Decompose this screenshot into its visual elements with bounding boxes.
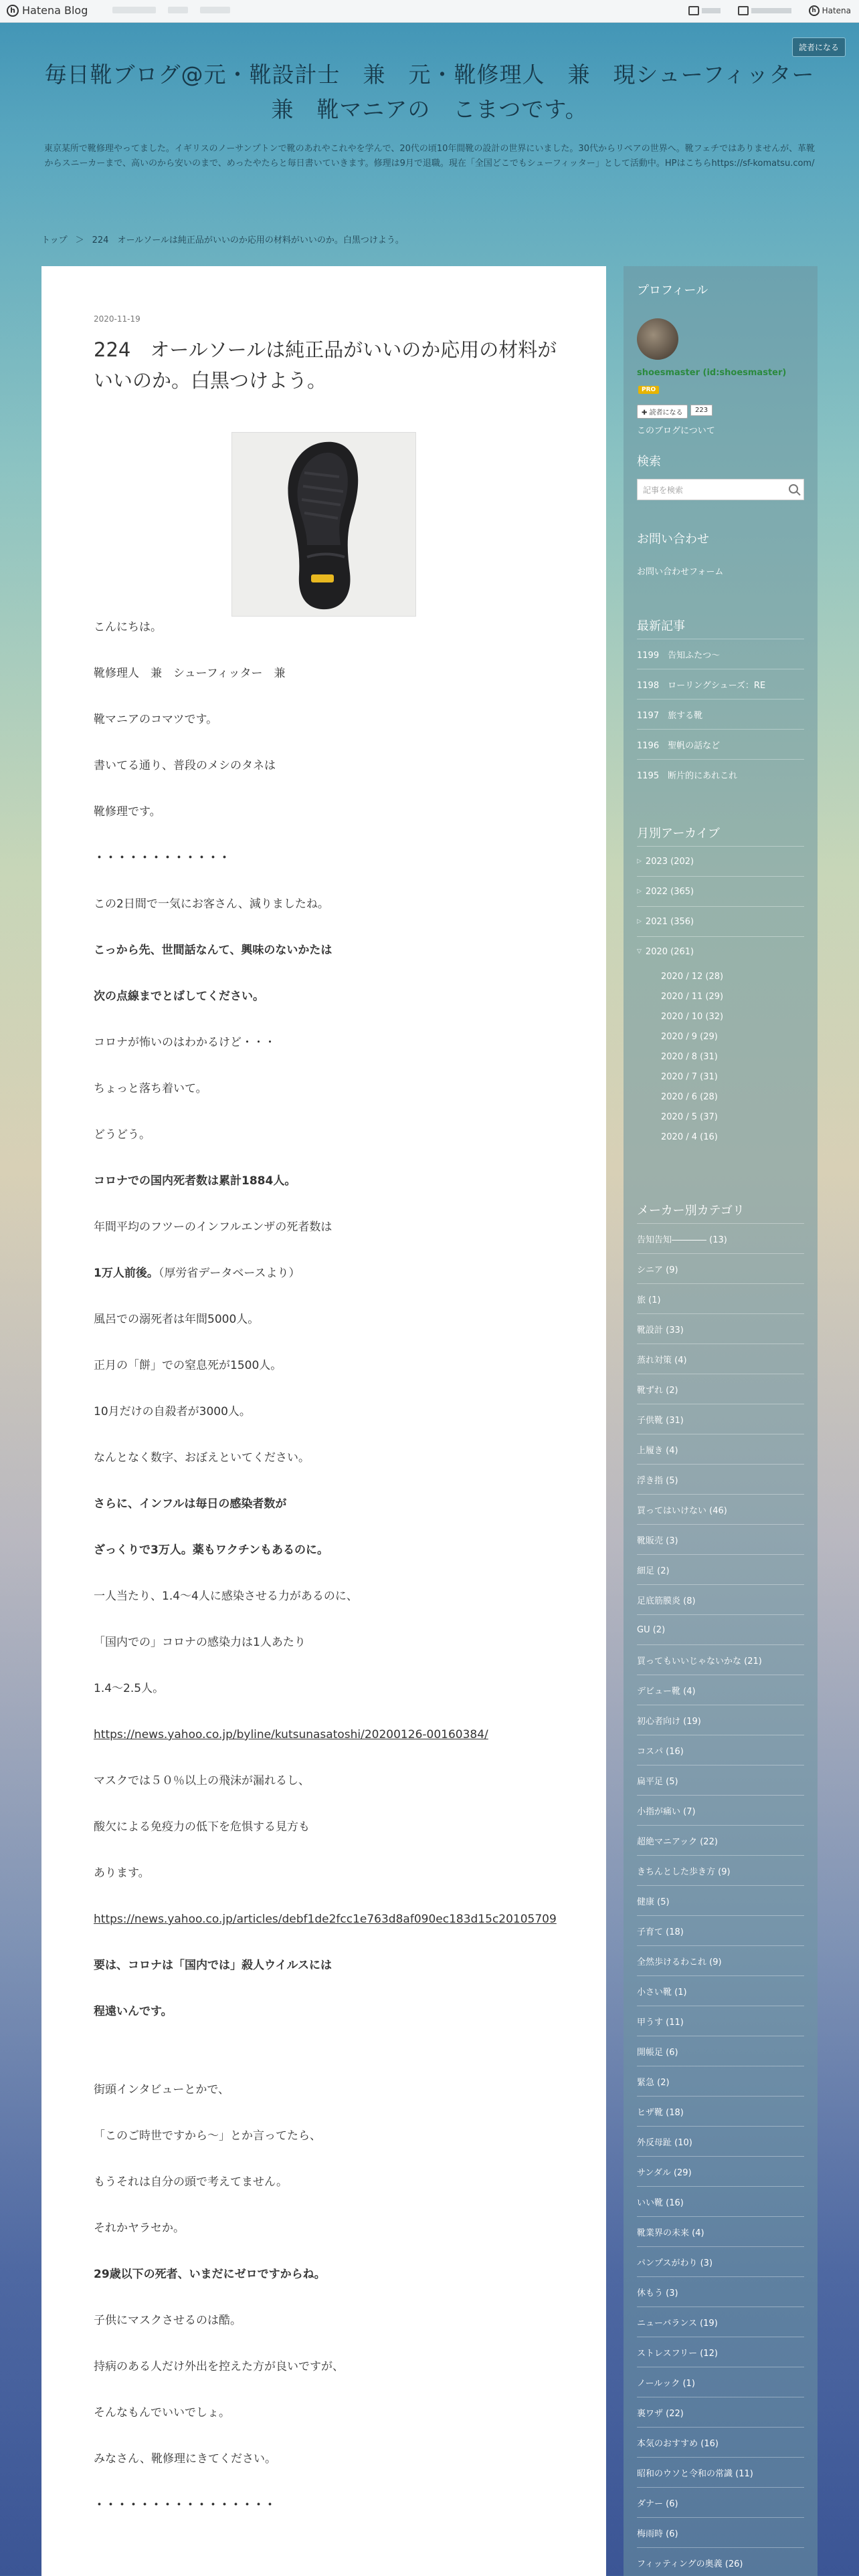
- archive-year-label: 2022 (365): [645, 886, 694, 897]
- breadcrumb-top[interactable]: トップ: [41, 235, 68, 245]
- category-item[interactable]: 告知告知―――― (13): [637, 1223, 804, 1253]
- subscribe-button[interactable]: 読者になる: [792, 37, 846, 57]
- paragraph: マスクでは５０％以上の飛沫が漏れるし、: [94, 1774, 310, 1788]
- category-item[interactable]: ダナー (6): [637, 2487, 804, 2517]
- hatena-blog-logo[interactable]: [7, 4, 88, 17]
- profile-name[interactable]: shoesmaster (id:shoesmaster): [637, 368, 787, 378]
- category-list: [637, 1223, 804, 2576]
- article: [41, 266, 606, 2576]
- category-module: [637, 1201, 804, 2569]
- archive-list: [637, 846, 804, 1147]
- paragraph: 一人当たり、1.4〜4人に感染させる力があるのに、: [94, 1590, 358, 1603]
- paragraph: 酸欠による免疫力の低下を危惧する見方も: [94, 1820, 310, 1834]
- paragraph: もうそれは自分の頭で考えてません。: [94, 2175, 288, 2189]
- archive-month[interactable]: 2020 / 9 (29): [661, 1031, 718, 1042]
- category-item[interactable]: 旅 (1): [637, 1283, 804, 1313]
- paragraph: 要は、コロナは「国内では」殺人ウイルスには: [94, 1959, 332, 1972]
- archive-year-label: 2023 (202): [645, 856, 694, 867]
- manage-label: [751, 8, 791, 13]
- category-item[interactable]: コスパ (16): [637, 1735, 804, 1765]
- archive-heading: 月別アーカイブ: [637, 827, 721, 841]
- hatena-logo-icon: h: [7, 5, 19, 17]
- write-label: [702, 8, 721, 13]
- logo-text: Hatena Blog: [22, 4, 88, 17]
- recent-item[interactable]: 1199 告知ふたつ〜: [637, 639, 804, 669]
- category-item[interactable]: きちんとした歩き方 (9): [637, 1855, 804, 1885]
- top-crumb[interactable]: xxxxx: [168, 7, 188, 13]
- category-item[interactable]: 上履き (4): [637, 1434, 804, 1464]
- category-item[interactable]: 靴設計 (33): [637, 1313, 804, 1344]
- hatena-menu[interactable]: [809, 5, 851, 16]
- collapse-icon: ▽: [637, 948, 642, 955]
- paragraph: この2日間で一気にお客さん、減りましたね。: [94, 897, 329, 911]
- search-heading: 検索: [637, 455, 661, 469]
- category-item[interactable]: 昭和のウソと令和の常識 (11): [637, 2457, 804, 2487]
- category-item[interactable]: サンダル (29): [637, 2156, 804, 2186]
- category-item[interactable]: 初心者向け (19): [637, 1705, 804, 1735]
- category-item[interactable]: 小指が痛い (7): [637, 1795, 804, 1825]
- paragraph: さらに、インフルは毎日の感染者数が: [94, 1497, 287, 1511]
- breadcrumb-separator: ＞: [75, 235, 84, 245]
- paragraph: 1.4〜2.5人。: [94, 1682, 165, 1695]
- category-item[interactable]: ストレスフリー (12): [637, 2337, 804, 2367]
- paragraph: どうどう。: [94, 1128, 151, 1142]
- paragraph: 靴修理です。: [94, 805, 161, 819]
- category-item[interactable]: 子育て (18): [637, 1915, 804, 1945]
- paragraph: 10月だけの自殺者が3000人。: [94, 1405, 251, 1418]
- recent-item[interactable]: 1196 聖帆の話など: [637, 729, 804, 759]
- recent-module: [637, 617, 804, 781]
- pro-badge: PRO: [638, 386, 659, 394]
- category-item[interactable]: 扁平足 (5): [637, 1765, 804, 1795]
- paragraph: 次の点線までとばしてください。: [94, 990, 264, 1003]
- paragraph: コロナが怖いのはわかるけど・・・: [94, 1036, 276, 1049]
- paragraph: こんにちは。: [94, 621, 162, 634]
- breadcrumb-current: 224 オールソールは純正品がいいのか応用の材料がいいのか。白黒つけよう。: [92, 235, 404, 245]
- archive-year[interactable]: [637, 846, 804, 876]
- reader-count[interactable]: 223: [690, 405, 712, 416]
- paragraph: ちょっと落ち着いて。: [94, 1082, 207, 1095]
- search-icon[interactable]: [789, 484, 798, 494]
- sidebar: [624, 266, 818, 2576]
- category-item[interactable]: 裏ワザ (22): [637, 2397, 804, 2427]
- paragraph: 書いてる通り、普段のメシのタネは: [94, 759, 276, 772]
- plus-icon: ✚: [642, 409, 650, 417]
- recent-item[interactable]: 1198 ローリングシューズ：RE: [637, 669, 804, 699]
- paragraph: 持病のある人だけ外出を控えた方が良いですが、: [94, 2360, 344, 2373]
- archive-month[interactable]: 2020 / 11 (29): [661, 991, 724, 1002]
- archive-month[interactable]: 2020 / 8 (31): [661, 1051, 718, 1062]
- paragraph: 「国内での」コロナの感染力は1人あたり: [94, 1636, 306, 1649]
- blog-description: 東京某所で靴修理やってました。イギリスのノーサンプトンで靴のあれやこれやを学んで、20代の頃10年間靴の設計の世界にいました。30代からリペアの世界へ。靴フェチではありませんが、革靴からスニーカーまで、高いのから安いのまで、めったやたらと毎日書いていきます。修理は9月で退職。現在「全国どこでもシューフィッター」として活動中。HPはこちらhttps://sf-komatsu.com/: [43, 144, 816, 169]
- dashboard-icon: [738, 6, 749, 15]
- write-button[interactable]: [688, 6, 721, 15]
- bold-text: 1万人前後。: [94, 1267, 159, 1280]
- paragraph: 靴修理人 兼 シューフィッター 兼: [94, 667, 286, 680]
- category-item[interactable]: 緊急 (2): [637, 2066, 804, 2096]
- profile-heading: プロフィール: [637, 284, 708, 298]
- category-heading: メーカー別カテゴリ: [637, 1204, 745, 1218]
- paragraph: 風呂での溺死者は年間5000人。: [94, 1313, 260, 1326]
- recent-list: [637, 639, 804, 789]
- category-item[interactable]: ヒザ靴 (18): [637, 2096, 804, 2126]
- hatena-mark-icon: h: [809, 5, 820, 16]
- category-item[interactable]: ニューバランス (19): [637, 2306, 804, 2337]
- category-item[interactable]: 外反母趾 (10): [637, 2126, 804, 2156]
- top-crumb[interactable]: xxxxxx...: [199, 7, 230, 13]
- paragraph: 29歳以下の死者、いまだにゼロですからね。: [94, 2268, 326, 2281]
- paragraph: [94, 1911, 562, 1927]
- avatar[interactable]: [637, 318, 678, 360]
- paragraph: そんなもんでいいでしょ。: [94, 2406, 230, 2420]
- blog-title[interactable]: 毎日靴ブログ@元・靴設計士 兼 元・靴修理人 兼 現シューフィッター 兼 靴マニアの こまつです。: [44, 62, 838, 122]
- search-input[interactable]: [637, 479, 804, 500]
- top-bar: [0, 0, 859, 23]
- category-item[interactable]: 細足 (2): [637, 1554, 804, 1584]
- article-body: [94, 619, 562, 2513]
- category-item[interactable]: 全然歩けるわこれ (9): [637, 1945, 804, 1975]
- external-link[interactable]: https://news.yahoo.co.jp/articles/debf1de2fcc1e763d8af090ec183d15c20105709: [94, 1913, 557, 1926]
- dotted-separator: ・・・・・・・・・・・・: [94, 851, 230, 865]
- category-item[interactable]: 靴業界の未来 (4): [637, 2216, 804, 2246]
- contact-module: [637, 530, 804, 577]
- paragraph: [94, 1265, 562, 1281]
- expand-icon: ▷: [637, 918, 642, 925]
- top-actions: [688, 5, 851, 16]
- category-item[interactable]: パンプスがわり (3): [637, 2246, 804, 2276]
- manage-button[interactable]: [738, 6, 791, 15]
- paragraph: それかヤラセか。: [94, 2222, 185, 2235]
- category-item[interactable]: 蒸れ対策 (4): [637, 1344, 804, 1374]
- category-item[interactable]: デビュー靴 (4): [637, 1675, 804, 1705]
- top-crumb[interactable]: xxxxxxxxxxx: [112, 7, 157, 13]
- category-item[interactable]: 子供靴 (31): [637, 1404, 804, 1434]
- category-item[interactable]: 買ってもいいじゃないかな (21): [637, 1644, 804, 1675]
- about-blog-link[interactable]: このブログについて: [637, 426, 715, 436]
- shoe-sole-icon: [232, 433, 416, 617]
- category-item[interactable]: 甲うす (11): [637, 2006, 804, 2036]
- paragraph: 程遠いんです。: [94, 2005, 173, 2018]
- paragraph: [94, 1727, 562, 1743]
- category-item[interactable]: 小さい靴 (1): [637, 1975, 804, 2006]
- hatena-label: Hatena: [822, 6, 851, 15]
- archive-month[interactable]: 2020 / 10 (32): [661, 1011, 724, 1022]
- archive-month[interactable]: 2020 / 12 (28): [661, 971, 724, 982]
- contact-heading: お問い合わせ: [637, 532, 709, 546]
- category-item[interactable]: ノールック (1): [637, 2367, 804, 2397]
- category-item[interactable]: GU (2): [637, 1614, 804, 1644]
- archive-month[interactable]: 2020 / 7 (31): [661, 1071, 718, 1082]
- category-item[interactable]: 靴販売 (3): [637, 1524, 804, 1554]
- profile-module: [637, 281, 804, 441]
- shoe-sole-photo[interactable]: [231, 432, 416, 617]
- paragraph: こっから先、世間話なんて、興味のないかたは: [94, 944, 332, 957]
- paragraph: 靴マニアのコマツです。: [94, 713, 218, 726]
- external-link[interactable]: https://news.yahoo.co.jp/byline/kutsunasatoshi/20200126-00160384/: [94, 1728, 488, 1741]
- archive-month[interactable]: 2020 / 4 (16): [661, 1132, 718, 1142]
- archive-year[interactable]: [637, 876, 804, 906]
- paragraph: みなさん、靴修理にきてください。: [94, 2452, 277, 2466]
- paragraph: ざっくりで3万人。薬もワクチンもあるのに。: [94, 1543, 328, 1557]
- article-title[interactable]: 224 オールソールは純正品がいいのか応用の材料がいいのか。白黒つけよう。: [94, 338, 557, 392]
- paragraph: あります。: [94, 1866, 150, 1880]
- top-breadcrumb: [112, 7, 230, 13]
- category-item[interactable]: 開帳足 (6): [637, 2036, 804, 2066]
- recent-item[interactable]: 1195 断片的にあれこれ: [637, 759, 804, 789]
- dotted-separator: ・・・・・・・・・・・・・・・・: [94, 2498, 276, 2512]
- subscribe-label: 読者になる: [649, 409, 683, 417]
- archive-year[interactable]: [637, 906, 804, 936]
- category-item[interactable]: フィッティングの奥義 (26): [637, 2547, 804, 2576]
- search-placeholder: 記事を検索: [643, 486, 684, 495]
- paragraph: 子供にマスクさせるのは酷。: [94, 2314, 242, 2327]
- paragraph: 年間平均のフツーのインフルエンザの死者数は: [94, 1220, 332, 1234]
- expand-icon: ▷: [637, 858, 642, 865]
- breadcrumb: [41, 233, 404, 245]
- profile-subscribe-button[interactable]: [637, 405, 688, 419]
- paragraph: 「このご時世ですから〜」とか言ってたら、: [94, 2129, 321, 2143]
- category-item[interactable]: 浮き指 (5): [637, 1464, 804, 1494]
- archive-year-label: 2020 (261): [645, 946, 694, 957]
- paragraph: 街頭インタビューとかで、: [94, 2083, 229, 2097]
- source-note: （厚労省データベースより）: [158, 1267, 300, 1280]
- archive-module: [637, 824, 804, 1142]
- archive-month[interactable]: 2020 / 6 (28): [661, 1091, 718, 1102]
- category-item[interactable]: 買ってはいけない (46): [637, 1494, 804, 1524]
- recent-item[interactable]: 1197 旅する靴: [637, 699, 804, 729]
- paragraph: なんとなく数字、おぼえといてください。: [94, 1451, 310, 1465]
- contact-form-link[interactable]: お問い合わせフォーム: [637, 567, 724, 577]
- paragraph: コロナでの国内死者数は累計1884人。: [94, 1174, 296, 1188]
- category-item[interactable]: 健康 (5): [637, 1885, 804, 1915]
- archive-year[interactable]: [637, 936, 804, 966]
- category-item[interactable]: 本気のおすすめ (16): [637, 2427, 804, 2457]
- category-item[interactable]: 梅雨時 (6): [637, 2517, 804, 2547]
- recent-heading: 最新記事: [637, 619, 685, 633]
- archive-year-label: 2021 (356): [645, 916, 694, 927]
- category-item[interactable]: 超絶マニアック (22): [637, 1825, 804, 1855]
- paragraph: 正月の「餅」での窒息死が1500人。: [94, 1359, 282, 1372]
- expand-icon: ▷: [637, 888, 642, 895]
- article-date[interactable]: 2020-11-19: [94, 314, 140, 324]
- category-item[interactable]: 休もう (3): [637, 2276, 804, 2306]
- category-item[interactable]: シニア (9): [637, 1253, 804, 1283]
- archive-month[interactable]: 2020 / 5 (37): [661, 1111, 718, 1122]
- category-item[interactable]: 靴ずれ (2): [637, 1374, 804, 1404]
- pencil-icon: [688, 6, 699, 15]
- category-item[interactable]: いい靴 (16): [637, 2186, 804, 2216]
- category-item[interactable]: 足底筋膜炎 (8): [637, 1584, 804, 1614]
